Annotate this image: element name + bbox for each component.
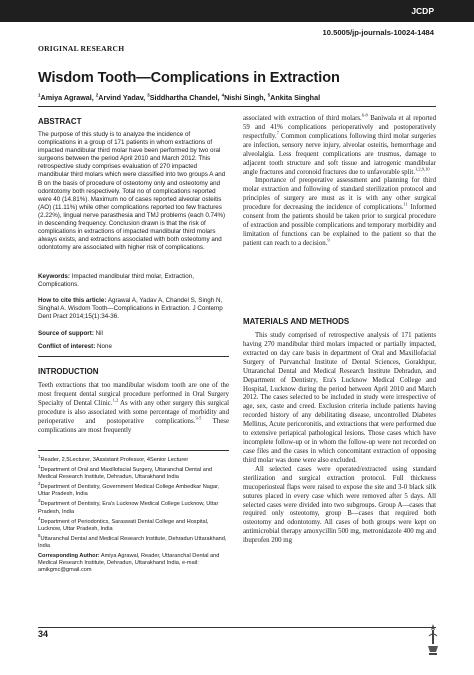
introduction-paragraph: Teeth extractions that too mandibular wisdom tooth are one of the most frequent dental surgical procedure performed in Oral Surgery Specialty of Dental Clinic.$^{1,2}$ As with any other surgery this surgical procedure is also associated with some percentage of morbidity and perioperative and postoperative complications.$^{3-5}$ These complications are most frequently [38,382,229,434]
author-list [38,93,320,102]
affiliation-item: $^4$Department of Periodontics, Saraswati Dental College and Hospital, Lucknow, Uttar Pradesh, India [38,515,209,532]
author: $^5$Ankita Singhal [267,92,321,102]
footer-rule [38,627,436,628]
keywords: Keywords: Impacted mandibular third molar, Extraction, Complications. [38,273,194,289]
section-label: ORIGINAL RESEARCH [38,44,125,53]
introduction-continued: associated with extraction of third molars.$^{6-8}$ Baniwala et al reported 59 and 41% complications perioperatively and postoperatively respectfully.$^7$ Common complications following third molar surgeries are infection, sensory nerve injury, alveolar osteitis, hemorrhage and alveolalgia. Less frequent complications are trusmus, damage to adjacent tooth structure and soft tissue and iatrogenic mandibular angle fractures and coronoid fractures due to unfavorable split.$^{1,2,9,10}$ Importance of preoperative assessment and planning for third molar extraction and following of standard sterilization protocol and principles of surgery are must as it is with any other surgical procedure for decreasing the incidence of complications.$^{11}$ Informed consent from the patients should be taken prior to surgical procedure of extraction and possible complications and temporary morbidity and limitation of functions can be explained to the patient so that the patient can reach to a decision.$^9$ [243,112,437,247]
journal-header-bar [0,0,474,22]
author-roles: $^1$Reader, 2,5Lecturer, 3Assistant Professor, 4Senior Lecturer [38,454,189,463]
author: $^2$Arvind Yadav, [95,92,148,102]
author: $^3$Siddhartha Chandel, [147,92,222,102]
methods-text: This study comprised of retrospective analysis of 171 patients having 270 mandibular third molars impacted or partially impacted, extracted on day care basis in department of Oral and Maxillofacial Surgery of Purvanchal Institute of Dental Sciences, Gorakhpur, Uttaranchal Dental and Medical Research Institute Dehradun, and Department of Dentistry, Era's Lucknow Medical College and Hospital, Lucknow during the period between April 2010 and March 2012. The cases selected to be included in study were irrespective of age, sex, caste and creed. Exclusion criteria include patients having recorded history of any debilitating disease, uncontrolled Diabetes Mellitus, Acute pericoronitis, and extractions that were performed due to extensive periapical pathological lesions. Those cases which have incomplete follow-up or in whom the follow-up were not recorded on case files and the cases in which concomitant extraction of opposing third molar was done were also excluded. All selected cases were operated/extracted using standard sterilization and surgical extraction protocol. Full thickness mucoperiosteal flaps were raised to expose the site and 3-0 black silk sutures placed in every case which were removed after 5 days. All selected cases were divided into two subgroups. Group A—cases that required only osteotomy, group B—cases that required both osteotomy and odontotomy. All cases of both groups were kept on antimicrobial therapy amoxycillin 500 mg, metronidazole 400 mg and ibuprofen 200 mg [243,332,436,545]
affiliation-item: $^5$Uttaranchal Dental and Medical Research Institute, Dehradun Uttarakhand, India [38,532,227,549]
page-number: 34 [38,629,49,639]
introduction-heading: INTRODUCTION [38,367,99,376]
corresponding-author: Corresponding Author: Amiya Agrawal, Reader, Uttaranchal Dental and Medical Research Institute, Dehradun, Uttarakhand India, e-mail: amikgmc@gmail.com [38,553,220,574]
abstract-text: The purpose of this study is to analyze the incidence of complications in a group of 171 patients in whom extractions of impacted mandibular third molar have been performed by two oral surgeons between the period April 2010 and March 2012. This retrospective study comprises evaluation of 270 impacted mandibular third molars which were classified into two groups A and B on the basis of procedure of osteotomy only and osteotomy and odontotomy both respectively. Total no of complications reported were 40 (14.81%). Maximum no of cases reported alveolar osteitis (AO) (11.11%) while other complications reported too few fractures (2.22%), lingual nerve parasthesia and TMJ problems (each 0.74%) in descending frequency. Conclusion drawn is that the risk of complications in extractions of impacted mandibular third molars always exists, and extractions associated with both osteotomy and odontotomy are associated with higher risk of complications. [38,131,226,252]
author: $^4$Nishi Singh, [221,92,268,102]
affiliation-item: $^2$Department of Dentistry, Government Medical College Ambedkar Nagar, Uttar Pradesh, India [38,481,220,498]
abstract-heading: ABSTRACT [38,117,82,126]
article-title: Wisdom Tooth—Complications in Extraction [38,70,340,86]
conflict-of-interest: Conflict of interest: None [38,343,112,350]
affiliation-top-rule [38,450,229,451]
citation: How to cite this article: Agrawal A, Yadav A, Chandel S, Singh N, Singhal A. Wisdom Tooth—Complications in Extraction. J Contemp Dent Pract 2014;15(1):34-36. [38,297,223,321]
doi: 10.5005/jp-journals-10024-1484 [322,28,434,37]
affiliation-item: $^1$Department of Oral and Maxillofacial Surgery, Uttaranchal Dental and Medical Research Institute, Dehradun, Uttarakhand India [38,464,213,481]
methods-heading: MATERIALS AND METHODS [243,317,350,326]
affiliations [38,454,229,577]
publisher-logo-icon [426,622,440,656]
title-divider [38,106,436,107]
affiliation-item: $^3$Department of Dentistry, Era's Lucknow Medical College Lucknow, Uttar Pradesh, India [38,498,219,515]
source-of-support: Source of support: Nil [38,330,103,337]
author: $^1$Amiya Agrawal, [38,92,96,102]
abstract-divider [38,356,229,357]
journal-name: JCDP [411,6,434,16]
